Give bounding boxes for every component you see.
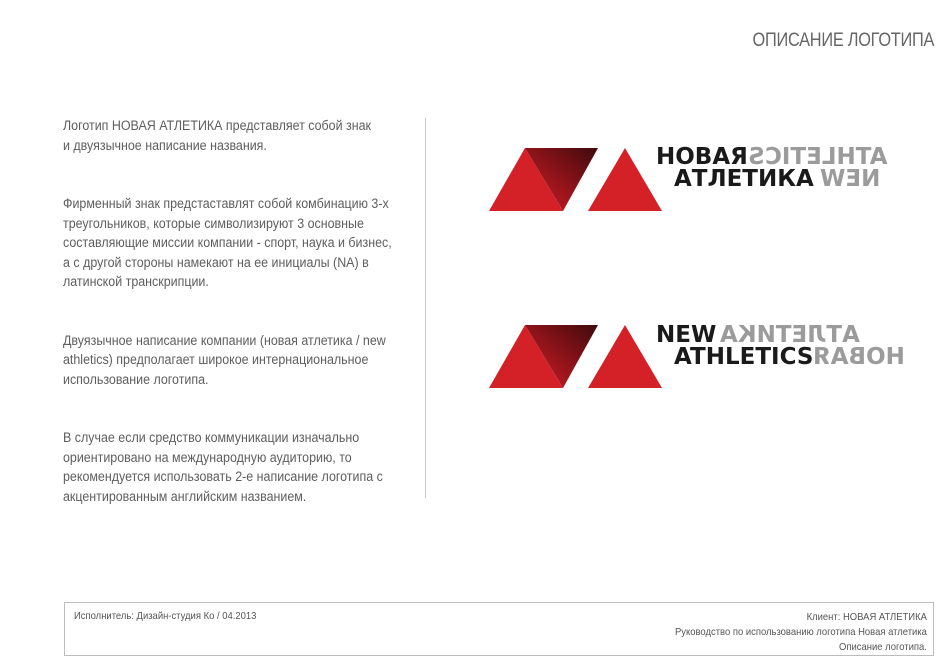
logo-word-mirrored: NEW [819, 166, 881, 192]
logo-line-2 [674, 168, 880, 191]
logo-word-main: АТЛЕТИКА [674, 166, 814, 192]
paragraph-line: и двуязычное написание названия. [63, 137, 267, 153]
footer-meta [675, 610, 927, 655]
paragraph-line: ориентировано на международную аудиторию, то [63, 449, 352, 465]
paragraph-sign [63, 194, 402, 292]
paragraph-line: рекомендуется использовать 2-е написание логотипа с [63, 469, 383, 484]
column-divider [425, 118, 426, 498]
footer-section: Описание логотипа. [839, 641, 927, 653]
paragraph-line: В случае если средство коммуникации изначально [63, 430, 360, 445]
paragraph-line: составляющие миссии компании - спорт, наука и бизнес, [63, 235, 392, 250]
paragraph-line: Фирменный знак предстаставлят собой комбинацию 3-х [63, 196, 389, 211]
logo-word-main: NEW [656, 322, 717, 348]
logo-english [488, 323, 908, 393]
paragraph-international [63, 428, 402, 506]
paragraph-line: Двуязычное написание компании (новая атлетика / new [63, 332, 386, 348]
logo-russian [488, 146, 908, 216]
logo-word-mirrored: НОВАЯ [813, 344, 906, 370]
footer-client: Клиент: НОВАЯ АТЛЕТИКА [806, 611, 927, 623]
description-text [63, 116, 403, 545]
logo-word-main: НОВАЯ [656, 144, 748, 170]
footer-guide: Руководство по использованию логотипа Новая атлетика [675, 626, 927, 638]
paragraph-line: треугольников, которые символизируют 3 основные [63, 215, 364, 231]
page-title: ОПИСАНИЕ ЛОГОТИПА [752, 30, 934, 51]
triangles-logo-mark-icon [488, 323, 668, 389]
logo-word-mirrored: АТЛЕТИКА [720, 322, 861, 348]
logo-line-2 [674, 346, 905, 369]
paragraph-bilingual [63, 331, 402, 390]
logo-word-mirrored: ATHLETICS [747, 144, 888, 170]
triangles-logo-mark-icon [488, 146, 668, 212]
paragraph-intro [63, 116, 402, 155]
footer-box [64, 602, 934, 656]
logo-word-main: ATHLETICS [674, 344, 814, 370]
paragraph-line: athletics) предполагает широкое интернациональное [63, 352, 369, 367]
paragraph-line: а с другой стороны намекают на ее инициалы (NA) в [63, 254, 369, 270]
footer-author: Исполнитель: Дизайн-студия Ко / 04.2013 [74, 610, 257, 622]
paragraph-line: использование логотипа. [63, 371, 209, 387]
paragraph-line: акцентированным английским названием. [63, 488, 307, 504]
paragraph-line: Логотип НОВАЯ АТЛЕТИКА представляет собой знак [63, 118, 371, 133]
paragraph-line: латинской транскрипции. [63, 274, 209, 289]
